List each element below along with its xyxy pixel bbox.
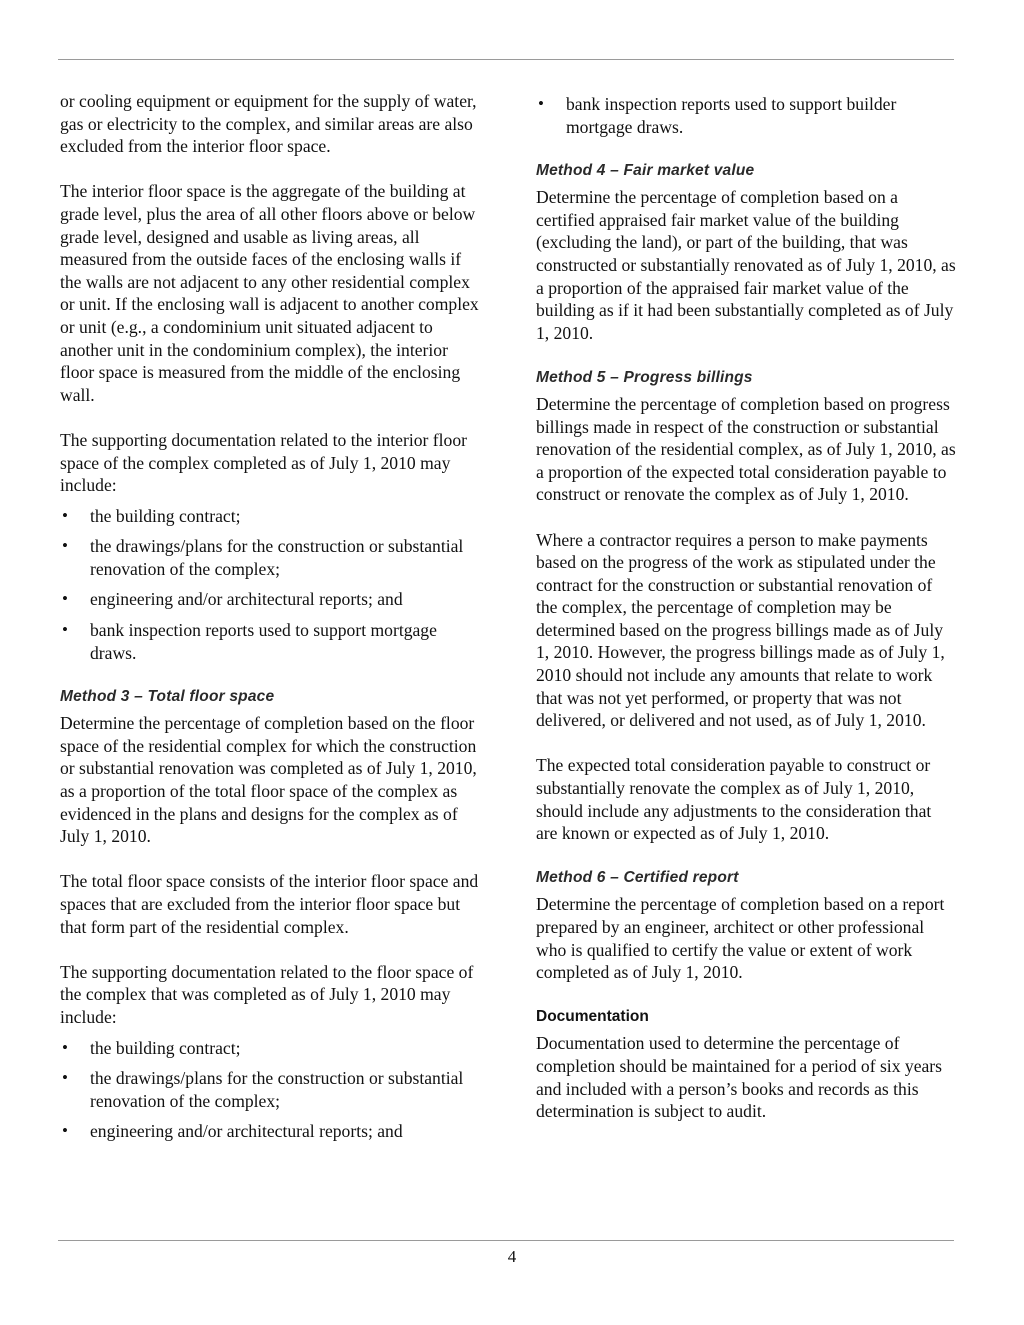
list-item: • engineering and/or architectural reports; and [60, 588, 480, 611]
list-item: • bank inspection reports used to support mortgage draws. [60, 619, 480, 664]
method-5-paragraph-3: The expected total consideration payable to construct or substantially renovate the complex as of July 1, 2010, should include any adjustments to the consideration that are known or expected as of July 1, 2010. [536, 755, 932, 844]
left-column [60, 90, 480, 1165]
list-item: • the drawings/plans for the construction or substantial renovation of the complex; [60, 535, 480, 580]
method-3-paragraph-2: The total floor space consists of the interior floor space and spaces that are excluded from the interior floor space but that form part of the residential complex. [60, 871, 479, 937]
method-6-heading: Method 6 – Certified report [536, 869, 739, 887]
paragraph-interior-docs-intro: The supporting documentation related to the interior floor space of the complex completed as of July 1, 2010 may include: [60, 429, 467, 496]
right-column [536, 93, 956, 1145]
method-3-paragraph-3: The supporting documentation related to the floor space of the complex that was completed as of July 1, 2010 may include: [60, 961, 474, 1027]
documentation-paragraph: Documentation used to determine the percentage of completion should be maintained for a period of six years and included with a person’s books and records as this determination is subject to audit. [536, 1033, 943, 1122]
interior-docs-list [60, 505, 480, 665]
method-5-paragraph-2: Where a contractor requires a person to make payments based on the progress of the work as stipulated under the contract for the construction or substantial renovation of the complex, the percentage of completion may be determined based on the progress billings made as of July 1, 2010. However, the progress billings made as of July 1, 2010 should not include any amounts that relate to work that was not yet performed, or property that was not delivered, or delivered and not used, as of July 1, 2010. [536, 529, 945, 731]
floor-space-docs-list [60, 1037, 480, 1143]
method-3-paragraph-1: Determine the percentage of completion based on the floor space of the residential complex for which the construction or substantial renovation was completed as of July 1, 2010, as a proportion of the total floor space of the complex as evidenced in the plans and designs for the complex as of July 1, 2010. [60, 713, 477, 847]
list-item: • the drawings/plans for the construction or substantial renovation of the complex; [60, 1067, 480, 1112]
page-number: 4 [507, 1247, 517, 1266]
paragraph-interior-floor-space: The interior floor space is the aggregate of the building at grade level, plus the area of all other floors above or below grade level, designed and usable as living areas, all measured from the outside faces of the enclosing walls if the walls are not adjacent to any other residential complex or unit. If the enclosing wall is adjacent to another complex or unit (e.g., a condominium unit situated adjacent to another unit in the condominium complex), the interior floor space is measured from the middle of the enclosing wall. [60, 181, 479, 405]
list-item: • the building contract; [60, 1037, 480, 1060]
paragraph-excluded-areas: or cooling equipment or equipment for the supply of water, gas or electricity to the complex, and similar areas are also excluded from the interior floor space. [60, 91, 477, 157]
method-6-paragraph-1: Determine the percentage of completion based on a report prepared by an engineer, architect or other professional who is qualified to certify the value or extent of work completed as of July 1, 2010. [536, 894, 945, 983]
list-item: • the building contract; [60, 505, 480, 528]
footer-rule [58, 1240, 954, 1241]
method-4-paragraph-1: Determine the percentage of completion based on a certified appraised fair market value of the building (excluding the land), or part of the building, that was constructed or substantially renovated as of July 1, 2010, as a proportion of the appraised fair market value of the building as if it had been substantially completed as of July 1, 2010. [536, 187, 956, 343]
continued-docs-list [536, 93, 956, 138]
method-5-paragraph-1: Determine the percentage of completion based on progress billings made in respect of the construction or substantial renovation of the residential complex, as of July 1, 2010, as a proportion of the expected total consideration payable to construct or renovate the complex as of July 1, 2010. [536, 393, 956, 505]
method-3-heading: Method 3 – Total floor space [60, 688, 275, 706]
documentation-heading: Documentation [536, 1008, 649, 1026]
method-4-heading: Method 4 – Fair market value [536, 162, 755, 180]
list-item: • bank inspection reports used to support builder mortgage draws. [536, 93, 956, 138]
list-item: • engineering and/or architectural reports; and [60, 1120, 480, 1143]
method-5-heading: Method 5 – Progress billings [536, 368, 753, 386]
header-rule [58, 59, 954, 60]
